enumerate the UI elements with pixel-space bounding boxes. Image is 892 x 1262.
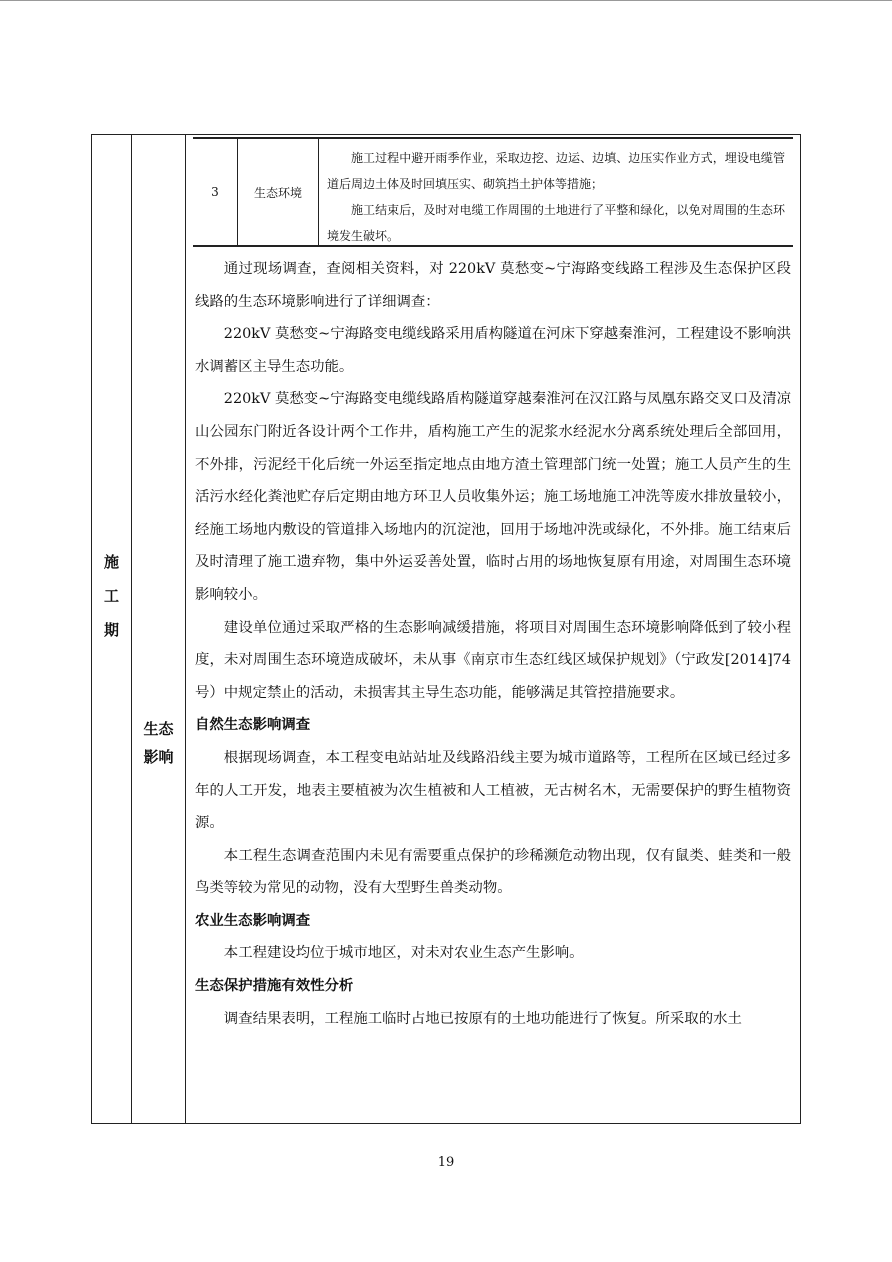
assessment-table — [91, 134, 801, 1124]
paragraph: 本工程生态调查范围内未见有需要重点保护的珍稀濒危动物出现，仅有鼠类、蛙类和一般鸟类等较为常见的动物，没有大型野生兽类动物。 — [195, 847, 791, 897]
row-category: 生态环境 — [253, 185, 302, 200]
row-number: 3 — [211, 185, 219, 199]
description-paragraph: 施工过程中避开雨季作业，采取边挖、边运、边填、边压实作业方式，埋设电缆管道后周边土体及时回填压实、砌筑挡土护体等措施； — [327, 151, 785, 191]
paragraph: 调查结果表明，工程施工临时占地已按原有的土地功能进行了恢复。所采取的水土 — [223, 1010, 742, 1027]
section-heading: 生态保护措施有效性分析 — [195, 978, 354, 995]
column-divider — [131, 135, 132, 1123]
paragraph: 220kV 莫愁变~宁海路变电缆线路盾构隧道穿越秦淮河在汉江路与凤凰东路交叉口及清凉山公园东门附近各设计两个工作井，盾构施工产生的泥浆水经泥水分离系统处理后全部回用，不外排，污泥经干化后统一外运至指定地点由地方渣土管理部门统一处置；施工人员产生的生活污水经化粪池贮存后定期由地方环卫人员收集外运；施工场地施工冲洗等废水排放量较小，经施工场地内敷设的管道排入场地内的沉淀池，回用于场地冲洗或绿化，不外排。施工结束后及时清理了施工遗弃物，集中外运妥善处置，临时占用的场地恢复原有用途，对周围生态环境影响较小。 — [195, 391, 791, 603]
phase-char: 工 — [103, 587, 119, 605]
paragraph: 根据现场调查，本工程变电站站址及线路沿线主要为城市道路等，工程所在区域已经过多年的人工开发，地表主要植被为次生植被和人工植被，无古树名木，无需要保护的野生植物资源。 — [195, 749, 791, 832]
paragraph: 220kV 莫愁变~宁海路变电缆线路采用盾构隧道在河床下穿越秦淮河，工程建设不影响洪水调蓄区主导生态功能。 — [195, 326, 791, 375]
paragraph: 通过现场调查，查阅相关资料，对 220kV 莫愁变~宁海路变线路工程涉及生态保护区段线路的生态环境影响进行了详细调查： — [195, 261, 791, 310]
topic-label — [132, 715, 185, 771]
phase-char: 施 — [103, 553, 119, 571]
topic-line: 影响 — [143, 748, 174, 766]
inner-divider — [318, 139, 319, 245]
description-paragraph: 施工结束后，及时对电缆工作周围的土地进行了平整和绿化，以免对周围的生态环境发生破坏。 — [327, 203, 785, 243]
phase-char: 期 — [103, 621, 119, 639]
paragraph: 建设单位通过采取严格的生态影响减缓措施，将项目对周围生态环境影响降低到了较小程度，未对周围生态环境造成破坏，未从事《南京市生态红线区域保护规划》（宁政发[2014]74 号）中规定禁止的活动，未损害其主导生态功能，能够满足其管控措施要求。 — [195, 619, 791, 701]
content-body — [195, 253, 791, 1035]
phase-label — [92, 545, 131, 647]
paragraph: 本工程建设均位于城市地区，对未对农业生态产生影响。 — [223, 945, 584, 962]
top-rule — [0, 0, 892, 1]
column-divider — [185, 135, 186, 1123]
topic-line: 生态 — [143, 720, 174, 738]
row-description — [327, 145, 785, 249]
section-heading: 农业生态影响调查 — [195, 912, 311, 929]
page-number: 19 — [437, 1155, 455, 1170]
section-heading: 自然生态影响调查 — [195, 717, 311, 734]
inner-measures-table — [193, 137, 793, 247]
